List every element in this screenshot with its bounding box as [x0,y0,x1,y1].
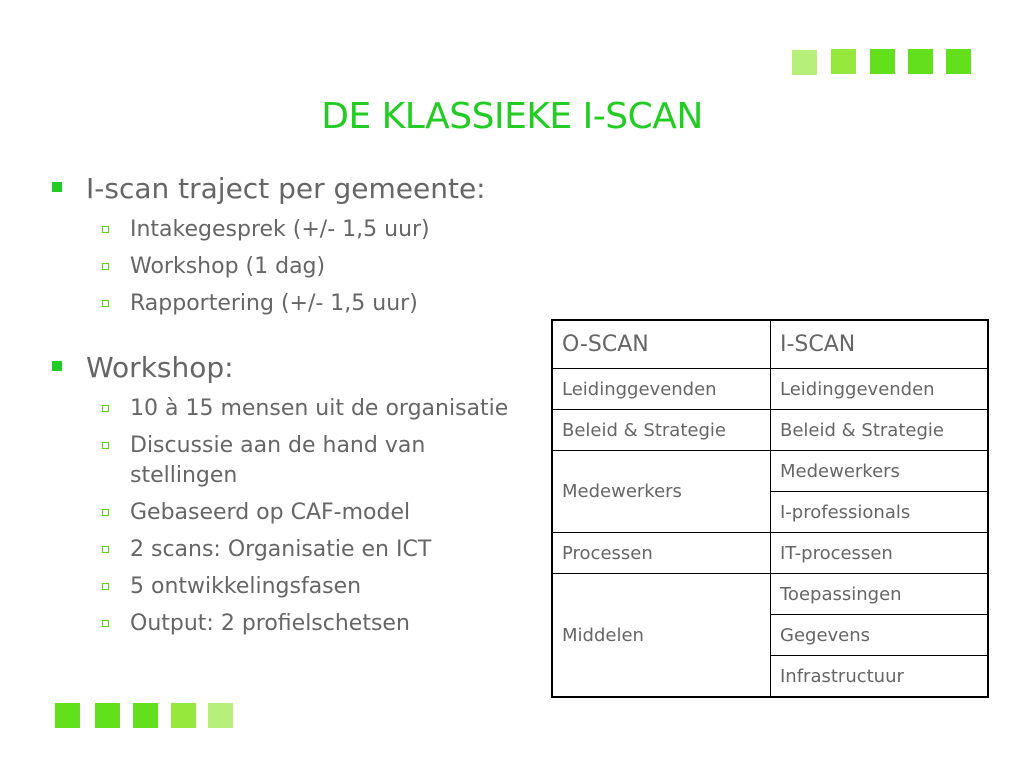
bullet-text: 2 scans: Organisatie en ICT [130,537,432,562]
bullet-text: Output: 2 profielschetsen [130,611,410,636]
bullet-level2 [48,215,548,245]
bullet-level2 [48,394,548,424]
deco-square [792,50,817,75]
table-cell-i-scan: Beleid & Strategie [771,410,989,451]
bullet-hollow-square-icon [102,263,109,270]
bullet-text: I-scan traject per gemeente: [86,172,486,205]
bullet-text: Intakegesprek (+/- 1,5 uur) [130,217,430,242]
bullet-hollow-square-icon [102,442,109,449]
bullet-hollow-square-icon [102,509,109,516]
bullet-text: Workshop (1 dag) [130,254,326,279]
table-header-row [552,320,988,369]
bullet-level2 [48,609,548,639]
bullet-hollow-square-icon [102,620,109,627]
deco-square [133,703,158,728]
bullet-square-icon [52,361,62,371]
deco-square [946,49,971,74]
table-cell-i-scan: I-professionals [771,492,989,533]
table-row [552,410,988,451]
bullet-text: Workshop: [86,351,234,384]
bullet-text: 10 à 15 mensen uit de organisatie [130,396,509,421]
bullet-text: Rapportering (+/- 1,5 uur) [130,291,418,316]
table-cell-o-scan: Leidinggevenden [552,369,771,410]
scan-comparison-table [551,319,989,698]
table-row [552,369,988,410]
deco-square [55,703,80,728]
header-cell-i-scan: I-SCAN [771,320,989,369]
table-cell-i-scan: Toepassingen [771,574,989,615]
bullet-level2 [48,289,548,319]
bullet-level2 [48,535,548,565]
slide-title: DE KLASSIEKE I-SCAN [321,96,703,137]
deco-square [870,49,895,74]
bullet-hollow-square-icon [102,300,109,307]
bullet-list [48,170,548,639]
bullet-level2 [48,431,500,491]
bullet-square-icon [52,182,62,192]
bullet-text: Discussie aan de hand van stellingen [130,433,426,488]
bullet-hollow-square-icon [102,583,109,590]
bullet-text: 5 ontwikkelingsfasen [130,574,362,599]
table-cell-i-scan: Infrastructuur [771,656,989,698]
bullet-text: Gebaseerd op CAF-model [130,500,411,525]
table-cell-o-scan: Processen [552,533,771,574]
bullet-hollow-square-icon [102,405,109,412]
deco-square [95,703,120,728]
bullet-level2 [48,252,548,282]
table-cell-o-scan: Beleid & Strategie [552,410,771,451]
table-cell-i-scan: Gegevens [771,615,989,656]
bullet-level2 [48,572,548,602]
deco-square [908,49,933,74]
table-row [552,533,988,574]
bullet-level1 [48,170,548,208]
table-cell-o-scan: Medewerkers [552,451,771,533]
table-cell-i-scan: Medewerkers [771,451,989,492]
deco-square [208,703,233,728]
deco-square [831,49,856,74]
header-cell-o-scan: O-SCAN [552,320,771,369]
table-cell-i-scan: Leidinggevenden [771,369,989,410]
bullet-level1 [48,349,548,387]
table-row [552,574,988,615]
bullet-level2 [48,498,548,528]
table-cell-i-scan: IT-processen [771,533,989,574]
table-cell-o-scan: Middelen [552,574,771,698]
bullet-hollow-square-icon [102,226,109,233]
table-row [552,451,988,492]
deco-square [171,703,196,728]
bullet-hollow-square-icon [102,546,109,553]
